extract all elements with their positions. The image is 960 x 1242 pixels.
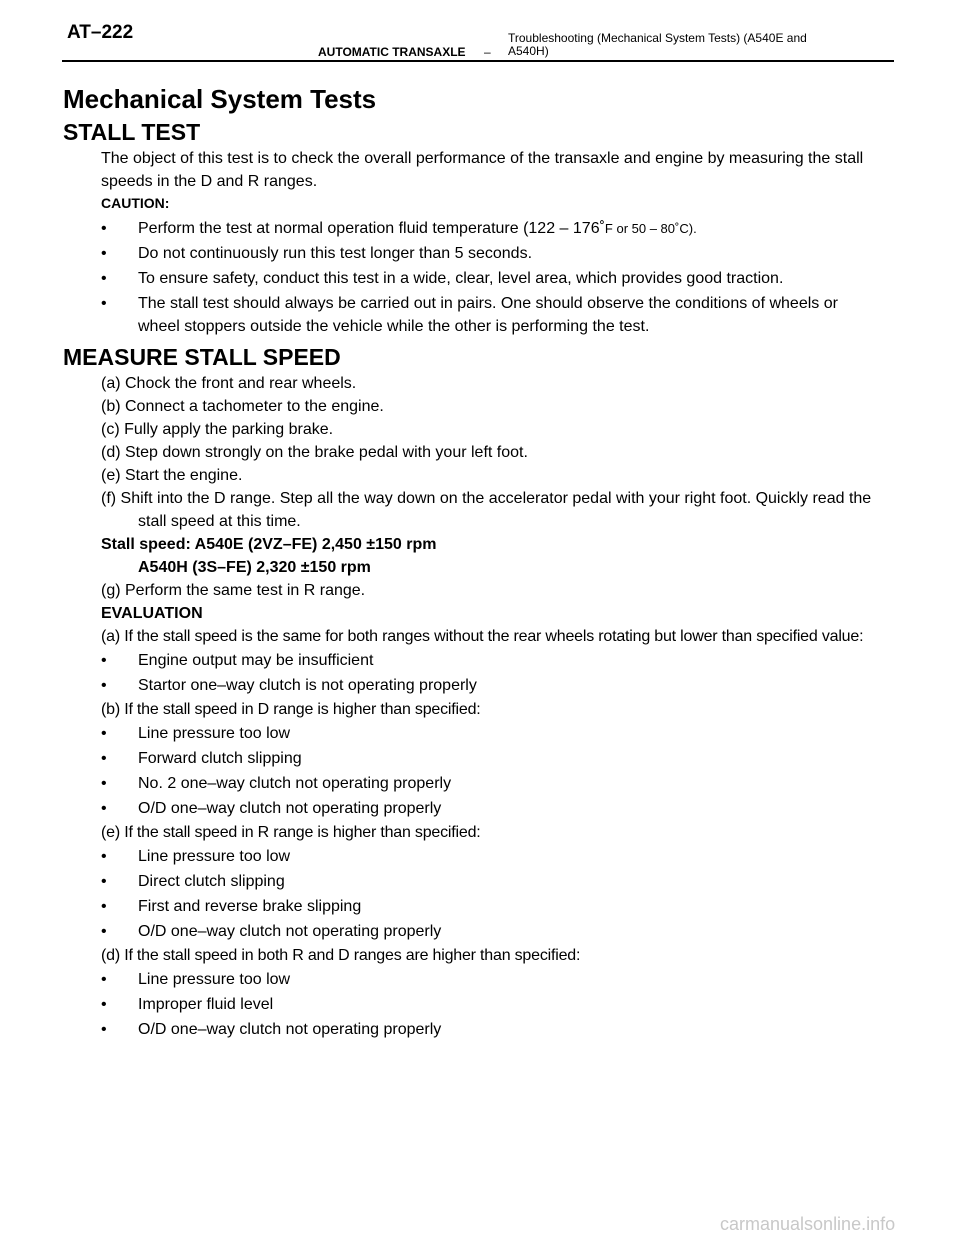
- evaluation-label: EVALUATION: [101, 605, 203, 622]
- bullet-icon: •: [101, 220, 107, 237]
- caution-text: To ensure safety, conduct this test in a wide, clear, level area, which provides good traction.: [138, 270, 784, 287]
- evaluation-condition: (b) If the stall speed in D range is higher than specified:: [101, 701, 481, 718]
- cause-item: [101, 721, 878, 746]
- procedure-step: (e) Start the engine.: [101, 467, 243, 484]
- caution-item: [101, 266, 878, 291]
- cause-item: [101, 771, 878, 796]
- caution-text: Do not continuously run this test longer than 5 seconds.: [138, 245, 533, 262]
- bullet-icon: •: [101, 1021, 107, 1038]
- bullet-icon: •: [101, 652, 107, 669]
- bullet-icon: •: [101, 775, 107, 792]
- bullet-icon: •: [101, 971, 107, 988]
- header-separator: –: [484, 45, 491, 59]
- procedure-step: (c) Fully apply the parking brake.: [101, 421, 334, 438]
- evaluation-group: [0, 625, 960, 698]
- watermark: carmanualsonline.info: [720, 1214, 896, 1234]
- cause-text: Direct clutch slipping: [138, 873, 285, 890]
- procedure-step: (f) Shift into the D range. Step all the way down on the accelerator pedal with your right foot. Quickly read the stall speed at this time.: [101, 490, 872, 530]
- subsection-title: Troubleshooting (Mechanical System Tests) (A540E and A540H): [508, 31, 807, 58]
- cause-text: No. 2 one–way clutch not operating properly: [138, 775, 452, 792]
- caution-item: [101, 241, 878, 266]
- caution-label: CAUTION:: [101, 195, 170, 211]
- evaluation-condition: (e) If the stall speed in R range is higher than specified:: [101, 824, 481, 841]
- cause-text: Line pressure too low: [138, 848, 291, 865]
- cause-item: [101, 648, 878, 673]
- document-body: [0, 84, 960, 1042]
- procedure-step: (a) Chock the front and rear wheels.: [101, 375, 357, 392]
- cause-text: Forward clutch slipping: [138, 750, 302, 767]
- bullet-icon: •: [101, 245, 107, 262]
- page-title: Mechanical System Tests: [63, 84, 377, 114]
- cause-text: Startor one–way clutch is not operating properly: [138, 677, 477, 694]
- bullet-icon: •: [101, 295, 107, 312]
- bullet-icon: •: [101, 873, 107, 890]
- measure-heading: MEASURE STALL SPEED: [63, 344, 341, 370]
- caution-text-small: F or 50 – 80˚C).: [604, 221, 697, 236]
- evaluation-group: [0, 821, 960, 944]
- evaluation-group: [0, 944, 960, 1042]
- cause-item: [101, 919, 878, 944]
- cause-item: [101, 869, 878, 894]
- cause-item: [101, 992, 878, 1017]
- cause-item: [101, 894, 878, 919]
- cause-item: [101, 746, 878, 771]
- cause-text: Engine output may be insufficient: [138, 652, 374, 669]
- cause-item: [101, 844, 878, 869]
- evaluation-condition: (a) If the stall speed is the same for both ranges without the rear wheels rotating but lower than specified value:: [101, 628, 864, 645]
- cause-text: O/D one–way clutch not operating properly: [138, 923, 442, 940]
- cause-text: First and reverse brake slipping: [138, 898, 362, 915]
- page-code: AT–222: [67, 22, 134, 43]
- bullet-icon: •: [101, 677, 107, 694]
- evaluation-group: [0, 698, 960, 821]
- bullet-icon: •: [101, 750, 107, 767]
- cause-text: Line pressure too low: [138, 971, 291, 988]
- evaluation-condition: (d) If the stall speed in both R and D ranges are higher than specified:: [101, 947, 581, 964]
- cause-text: O/D one–way clutch not operating properly: [138, 1021, 442, 1038]
- caution-item: [101, 291, 878, 339]
- cause-text: Improper fluid level: [138, 996, 274, 1013]
- cause-item: [101, 796, 878, 821]
- procedure-step: (d) Step down strongly on the brake pedal with your left foot.: [101, 444, 528, 461]
- cause-text: Line pressure too low: [138, 725, 291, 742]
- cause-item: [101, 1017, 878, 1042]
- bullet-icon: •: [101, 923, 107, 940]
- cause-item: [101, 967, 878, 992]
- caution-text: Perform the test at normal operation fluid temperature (122 – 176˚: [138, 220, 605, 237]
- caution-item: [101, 216, 878, 241]
- caution-text: The stall test should always be carried out in pairs. One should observe the conditions of wheels or wheel stoppers outside the vehicle while the other is performing the test.: [138, 295, 838, 335]
- stall-speed-spec: A540H (3S–FE) 2,320 ±150 rpm: [138, 559, 371, 576]
- stall-test-heading: STALL TEST: [63, 119, 201, 145]
- cause-item: [101, 673, 878, 698]
- bullet-icon: •: [101, 725, 107, 742]
- stall-speed-spec: Stall speed: A540E (2VZ–FE) 2,450 ±150 rpm: [101, 536, 437, 553]
- header-rule: [62, 60, 894, 62]
- procedure-step: (b) Connect a tachometer to the engine.: [101, 398, 384, 415]
- bullet-icon: •: [101, 996, 107, 1013]
- bullet-icon: •: [101, 898, 107, 915]
- bullet-icon: •: [101, 800, 107, 817]
- cause-text: O/D one–way clutch not operating properly: [138, 800, 442, 817]
- stall-test-intro: The object of this test is to check the overall performance of the transaxle and engine by measuring the stall speeds in the D and R ranges.: [101, 150, 864, 190]
- bullet-icon: •: [101, 270, 107, 287]
- bullet-icon: •: [101, 848, 107, 865]
- procedure-step: (g) Perform the same test in R range.: [101, 582, 366, 599]
- section-title: AUTOMATIC TRANSAXLE: [318, 45, 466, 59]
